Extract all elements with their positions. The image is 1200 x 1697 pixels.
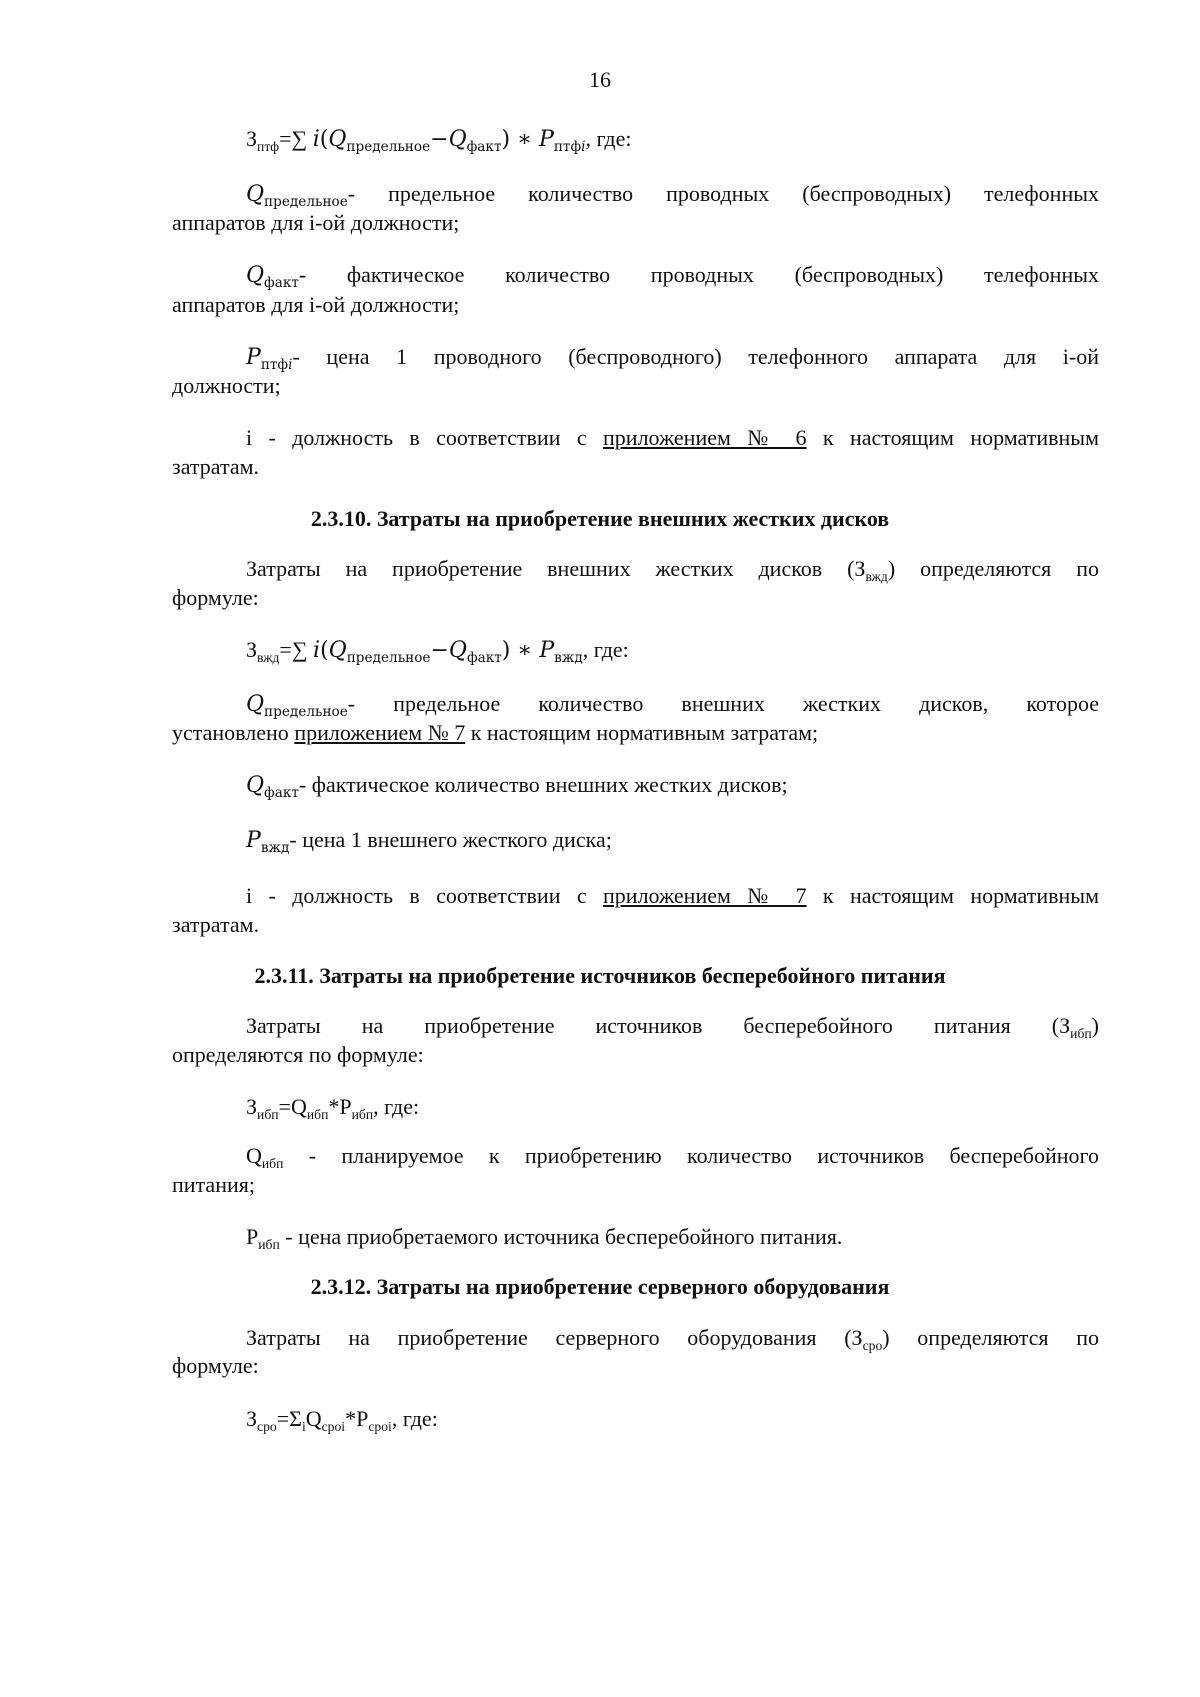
def-i-position-2: i - должность в соответствии с приложением № 7 к настоящим нормативным: [246, 883, 1100, 908]
para-server-cont: формуле:: [172, 1353, 259, 1378]
para-external-disks: Затраты на приобретение внешних жестких дисков $(З_{вжд})$ определяются по: [246, 556, 1099, 584]
section-heading-2-3-10: 2.3.10. Затраты на приобретение внешних жестких дисков: [310, 506, 890, 531]
def-i-position-2-cont: затратам.: [172, 912, 260, 937]
def-i-position-cont: затратам.: [172, 454, 260, 479]
appendix-7-link[interactable]: приложением № 7: [294, 720, 466, 745]
def-ups-qty-cont: питания;: [172, 1172, 255, 1197]
def-q-fact-cont: аппаратов для i-ой должности;: [172, 292, 460, 317]
def-p-ptf: $P_{птфi}-$ цена 1 проводного (беспроводного) телефонного аппарата для i-ой: [246, 344, 1099, 373]
formula-vzhd: $З_{вжд}=\sum$ $i(Q_{предельное}-Q_{факт})$ ∗ $P_{вжд}$, где:: [246, 637, 629, 666]
def-ups-price: $P_{ибп}$ - цена приобретаемого источника бесперебойного питания.: [246, 1224, 843, 1252]
def-disk-fact: $Q_{факт}-$ фактическое количество внешних жестких дисков;: [246, 772, 788, 801]
def-p-ptf-cont: должности;: [172, 373, 281, 398]
page-number: 16: [589, 67, 611, 92]
appendix-7-link-2[interactable]: приложением № 7: [603, 883, 807, 908]
section-heading-2-3-11: 2.3.11. Затраты на приобретение источников бесперебойного питания: [254, 963, 946, 988]
para-ups: Затраты на приобретение источников бесперебойного питания $(З_{ибп})$: [246, 1013, 1099, 1041]
def-i-position: i - должность в соответствии с приложением № 6 к настоящим нормативным: [246, 425, 1100, 450]
para-server: Затраты на приобретение серверного оборудования $(З_{сро})$ определяются по: [246, 1325, 1099, 1353]
def-disk-price: $P_{вжд}-$ цена 1 внешнего жесткого диска;: [246, 827, 612, 856]
def-q-limit: $Q_{предельное}-$ предельное количество проводных (беспроводных) телефонных: [246, 181, 1099, 210]
def-q-fact: $Q_{факт}-$ фактическое количество проводных (беспроводных) телефонных: [246, 262, 1099, 291]
formula-sro: $З_{сро}=\Sigma_iQ_{сроi}*P_{сроi}$, где:: [246, 1406, 438, 1434]
para-external-disks-cont: формуле:: [172, 585, 259, 610]
formula-ibp: $З_{ибп}=Q_{ибп}*P_{ибп}$, где:: [246, 1094, 420, 1122]
def-q-limit-cont: аппаратов для i-ой должности;: [172, 210, 460, 235]
para-ups-cont: определяются по формуле:: [172, 1042, 424, 1067]
def-disk-limit-cont: установлено приложением № 7 к настоящим нормативным затратам;: [172, 720, 819, 745]
appendix-6-link[interactable]: приложением № 6: [603, 425, 807, 450]
formula-ptf: $З_{птф}=\sum$ $i(Q_{предельное}-Q_{факт})$ ∗ $P_{птфi}$, где:: [246, 126, 632, 155]
def-disk-limit: $Q_{предельное}-$ предельное количество внешних жестких дисков, которое: [246, 691, 1099, 720]
def-ups-qty: $Q_{ибп}$ - планируемое к приобретению количество источников бесперебойного: [246, 1143, 1099, 1171]
section-heading-2-3-12: 2.3.12. Затраты на приобретение серверного оборудования: [310, 1274, 890, 1299]
